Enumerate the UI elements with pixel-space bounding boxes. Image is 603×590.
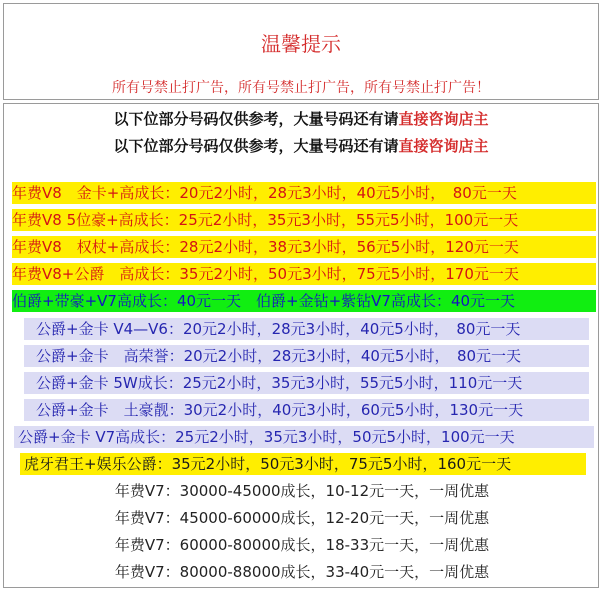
price-row-v8-duke: 年费V8+公爵 高成长：35元2小时，50元3小时，75元5小时，170元一天 bbox=[12, 263, 596, 285]
yearly-v7-row: 年费V7：45000-60000成长，12-20元一天，一周优惠 bbox=[114, 509, 490, 527]
intro-text: 以下位部分号码仅供参考，大量号码还有请 bbox=[113, 137, 399, 155]
yearly-v7-row: 年费V7：60000-80000成长，18-33元一天，一周优惠 bbox=[114, 536, 490, 554]
price-row-huya-king: 虎牙君王+娱乐公爵：35元2小时，50元3小时，75元5小时，160元一天 bbox=[20, 453, 586, 475]
price-list-panel bbox=[3, 103, 599, 588]
price-row-earl: 伯爵+带豪+V7高成长：40元一天 伯爵+金钻+紫钻V7高成长：40元一天 bbox=[12, 290, 596, 312]
price-row-v8-5digit: 年费V8 5位豪+高成长：25元2小时，35元3小时，55元5小时，100元一天 bbox=[12, 209, 596, 231]
intro-highlight: 直接咨询店主 bbox=[398, 110, 489, 128]
intro-text: 以下位部分号码仅供参考，大量号码还有请 bbox=[113, 110, 399, 128]
price-row-duke-rich: 公爵+金卡 土豪靓：30元2小时，40元3小时，60元5小时，130元一天 bbox=[24, 399, 589, 421]
ad-warning-text: 所有号禁止打广告，所有号禁止打广告，所有号禁止打广告！ bbox=[112, 80, 490, 96]
intro-line-1 bbox=[4, 109, 598, 129]
price-row-v8-gold: 年费V8 金卡+高成长：20元2小时，28元3小时，40元5小时， 80元一天 bbox=[12, 182, 596, 204]
price-row-duke-5w: 公爵+金卡 5W成长：25元2小时，35元3小时，55元5小时，110元一天 bbox=[24, 372, 589, 394]
price-row-duke-v7: 公爵+金卡 V7高成长：25元2小时，35元3小时，50元5小时，100元一天 bbox=[14, 426, 594, 448]
price-row-duke-honor: 公爵+金卡 高荣誉：20元2小时，28元3小时，40元5小时， 80元一天 bbox=[24, 345, 589, 367]
yearly-v7-row: 年费V7：80000-88000成长，33-40元一天，一周优惠 bbox=[114, 563, 490, 581]
price-row-duke-v4v6: 公爵+金卡 V4—V6：20元2小时，28元3小时，40元5小时， 80元一天 bbox=[24, 318, 589, 340]
yearly-v7-row: 年费V7：30000-45000成长，10-12元一天，一周优惠 bbox=[114, 482, 490, 500]
intro-highlight: 直接咨询店主 bbox=[398, 137, 489, 155]
price-row-v8-scepter: 年费V8 权杖+高成长：28元2小时，38元3小时，56元5小时，120元一天 bbox=[12, 236, 596, 258]
page-title: 温馨提示 bbox=[261, 32, 341, 56]
notice-panel bbox=[3, 3, 599, 100]
intro-line-2 bbox=[4, 136, 598, 156]
